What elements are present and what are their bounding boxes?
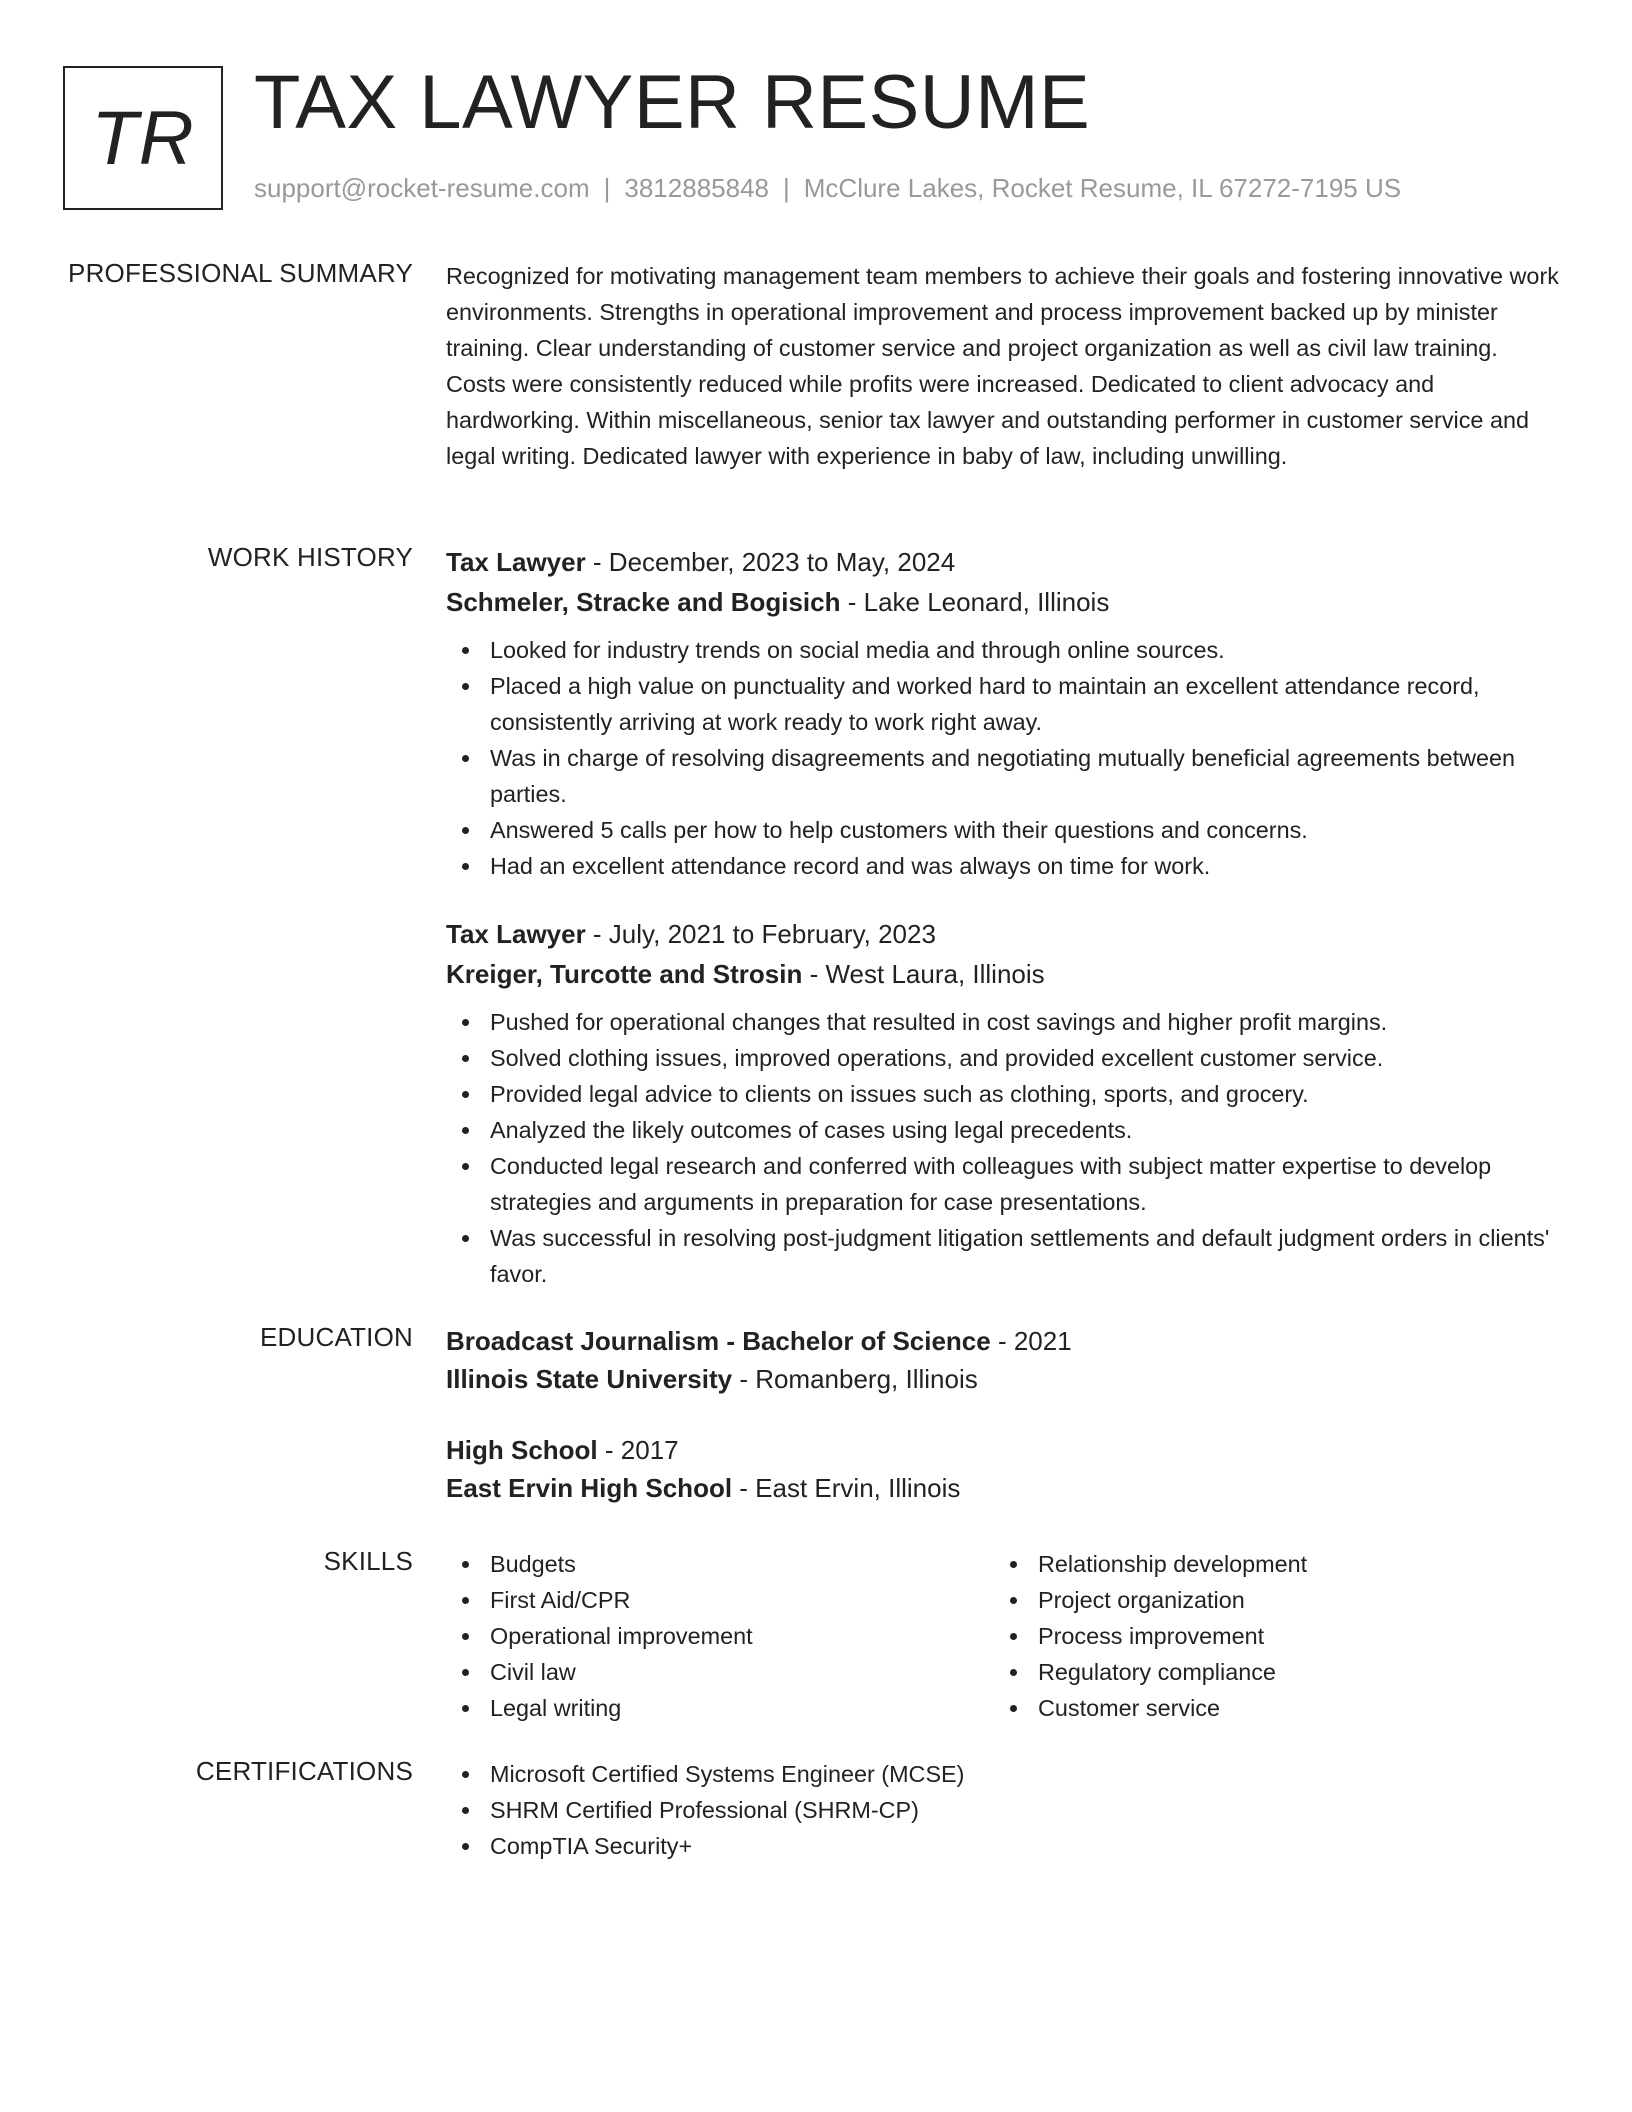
certification-item: Microsoft Certified Systems Engineer (MCSE) bbox=[446, 1756, 1561, 1792]
skills-list-left bbox=[446, 1546, 994, 1726]
skill-item: Civil law bbox=[446, 1654, 994, 1690]
job-bullet: Placed a high value on punctuality and worked hard to maintain an excellent attendance record, consistently arriving at work ready to work right away. bbox=[446, 668, 1561, 740]
job-title-line bbox=[446, 914, 1561, 954]
skill-item: Regulatory compliance bbox=[994, 1654, 1542, 1690]
skills-body bbox=[446, 1546, 1561, 1726]
section-label-work-history: WORK HISTORY bbox=[207, 542, 413, 572]
skills-list-right bbox=[994, 1546, 1542, 1726]
certifications-list bbox=[446, 1756, 1561, 1864]
summary-text: Recognized for motivating management team members to achieve their goals and fostering innovative work environments. Strengths in operational improvement and process improvement backed up by minister training. Clear understanding of customer service and project organization as well as civil law training. Costs were consistently reduced while profits were increased. Dedicated to client advocacy and hardworking. Within miscellaneous, senior tax lawyer and outstanding performer in customer service and legal writing. Dedicated lawyer with experience in baby of law, including unwilling. bbox=[446, 263, 1559, 469]
job-bullet: Was in charge of resolving disagreements and negotiating mutually beneficial agreements between parties. bbox=[446, 740, 1561, 812]
education-body bbox=[446, 1322, 1561, 1507]
section-label-certifications: CERTIFICATIONS bbox=[195, 1756, 413, 1786]
work-history-body bbox=[446, 542, 1561, 1292]
resume-header bbox=[63, 60, 1563, 213]
job-bullet: Conducted legal research and conferred with colleagues with subject matter expertise to develop strategies and arguments in preparation for case presentations. bbox=[446, 1148, 1561, 1220]
job-location: - Lake Leonard, Illinois bbox=[840, 587, 1110, 617]
education-school-line bbox=[446, 1360, 1561, 1398]
education-degree-line bbox=[446, 1431, 1561, 1469]
job-entry bbox=[446, 914, 1561, 1292]
contact-line bbox=[254, 173, 1401, 204]
skill-item: Operational improvement bbox=[446, 1618, 994, 1654]
education-school: East Ervin High School bbox=[446, 1473, 733, 1503]
education-school: Illinois State University bbox=[446, 1364, 733, 1394]
job-bullet: Pushed for operational changes that resulted in cost savings and higher profit margins. bbox=[446, 1004, 1561, 1040]
job-company: Schmeler, Stracke and Bogisich bbox=[446, 587, 841, 617]
job-bullet: Analyzed the likely outcomes of cases using legal precedents. bbox=[446, 1112, 1561, 1148]
job-company-line bbox=[446, 954, 1561, 994]
education-location: - Romanberg, Illinois bbox=[732, 1364, 978, 1394]
job-bullet: Provided legal advice to clients on issues such as clothing, sports, and grocery. bbox=[446, 1076, 1561, 1112]
job-bullet: Had an excellent attendance record and was always on time for work. bbox=[446, 848, 1561, 884]
job-dates: - December, 2023 to May, 2024 bbox=[585, 547, 956, 577]
skill-item: Budgets bbox=[446, 1546, 994, 1582]
contact-address: McClure Lakes, Rocket Resume, IL 67272-7195 US bbox=[803, 173, 1402, 203]
skill-item: First Aid/CPR bbox=[446, 1582, 994, 1618]
job-title: Tax Lawyer bbox=[446, 919, 586, 949]
job-bullet: Looked for industry trends on social media and through online sources. bbox=[446, 632, 1561, 668]
contact-separator: | bbox=[783, 173, 790, 203]
certification-item: SHRM Certified Professional (SHRM-CP) bbox=[446, 1792, 1561, 1828]
education-school-line bbox=[446, 1469, 1561, 1507]
job-company: Kreiger, Turcotte and Strosin bbox=[446, 959, 803, 989]
certifications-body bbox=[446, 1756, 1561, 1864]
job-title-line bbox=[446, 542, 1561, 582]
job-bullet: Solved clothing issues, improved operations, and provided excellent customer service. bbox=[446, 1040, 1561, 1076]
contact-email[interactable]: support@rocket-resume.com bbox=[254, 173, 590, 203]
skill-item: Customer service bbox=[994, 1690, 1542, 1726]
contact-phone[interactable]: 3812885848 bbox=[624, 173, 769, 203]
section-label-education: EDUCATION bbox=[260, 1322, 413, 1352]
job-bullet: Answered 5 calls per how to help customers with their questions and concerns. bbox=[446, 812, 1561, 848]
education-degree: Broadcast Journalism - Bachelor of Science bbox=[446, 1326, 991, 1356]
education-entry bbox=[446, 1322, 1561, 1398]
skill-item: Legal writing bbox=[446, 1690, 994, 1726]
skill-item: Project organization bbox=[994, 1582, 1542, 1618]
job-bullet-list bbox=[446, 632, 1561, 884]
job-company-line bbox=[446, 582, 1561, 622]
section-label-skills: SKILLS bbox=[323, 1546, 413, 1576]
monogram-box: TR bbox=[63, 66, 223, 210]
education-year: - 2021 bbox=[990, 1326, 1072, 1356]
job-entry bbox=[446, 542, 1561, 884]
education-degree-line bbox=[446, 1322, 1561, 1360]
education-degree: High School bbox=[446, 1435, 598, 1465]
education-year: - 2017 bbox=[597, 1435, 679, 1465]
resume-title: TAX LAWYER RESUME bbox=[254, 60, 1091, 145]
contact-separator: | bbox=[603, 173, 611, 203]
skill-item: Relationship development bbox=[994, 1546, 1542, 1582]
job-dates: - July, 2021 to February, 2023 bbox=[585, 919, 936, 949]
certification-item: CompTIA Security+ bbox=[446, 1828, 1561, 1864]
job-title: Tax Lawyer bbox=[446, 547, 586, 577]
skill-item: Process improvement bbox=[994, 1618, 1542, 1654]
job-bullet-list bbox=[446, 1004, 1561, 1292]
section-label-summary: PROFESSIONAL SUMMARY bbox=[68, 258, 413, 288]
education-location: - East Ervin, Illinois bbox=[732, 1473, 961, 1503]
job-location: - West Laura, Illinois bbox=[802, 959, 1045, 989]
job-bullet: Was successful in resolving post-judgment litigation settlements and default judgment orders in clients' favor. bbox=[446, 1220, 1561, 1292]
education-entry bbox=[446, 1431, 1561, 1507]
